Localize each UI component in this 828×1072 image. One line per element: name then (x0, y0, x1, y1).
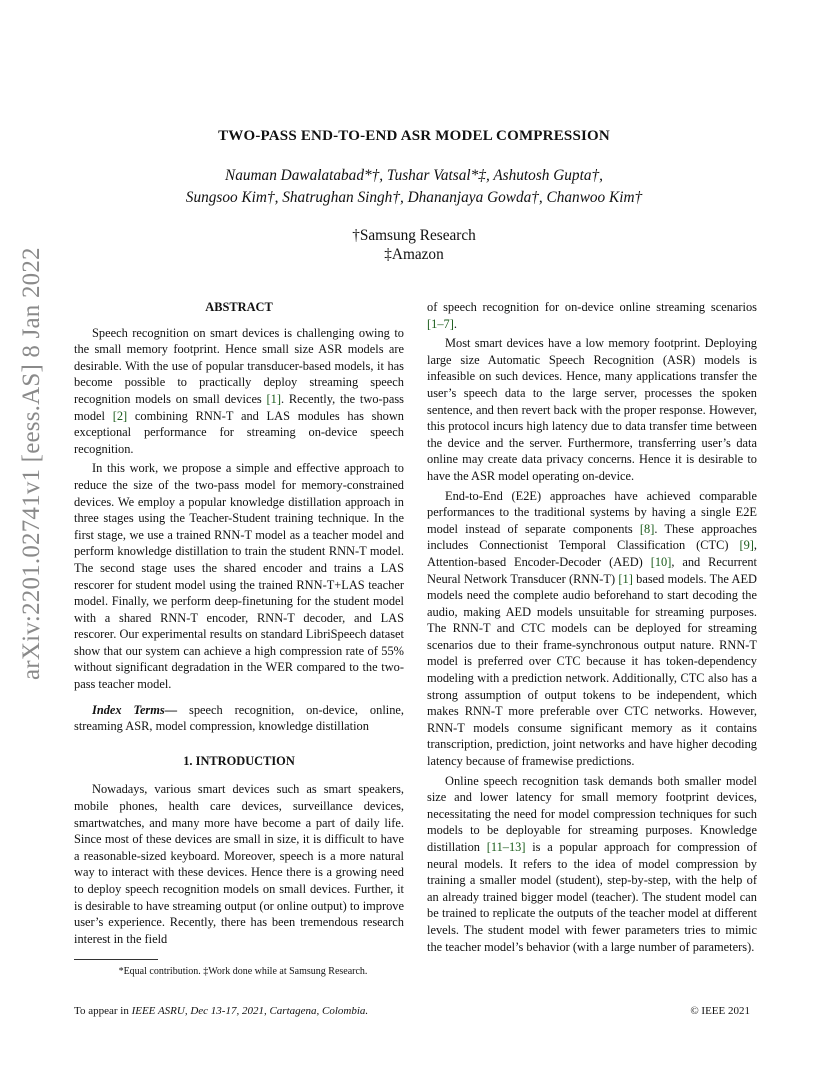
affiliation-samsung: †Samsung Research (352, 227, 476, 244)
author-list (74, 165, 754, 209)
citation-link[interactable]: [9] (739, 538, 754, 553)
right-column (427, 299, 757, 955)
affiliations (74, 226, 754, 264)
citation-link[interactable]: [8] (639, 521, 655, 536)
citation-link[interactable]: [10] (650, 554, 672, 569)
abstract-paragraph-2: In this work, we propose a simple and effective approach to reduce the size of the two-pass model for memory-constrained devices. We employ a popular knowledge distillation approach in three stages using the Teacher-Student training technique. In the first stage, we use a trained RNN-T model as a teacher model and perform knowledge distillation to train the student RNN-T model. The second stage uses the shared encoder and trains a LAS rescorer for student model using the trained RNN-T+LAS teacher model. Finally, we perform deep-finetuning for the student model with a shared RNN-T encoder, RNN-T decoder, and LAS rescorer. Our experimental results on standard LibriSpeech dataset show that our system can achieve a high compression rate of 55% without significant degradation in the WER compared to the two-pass teacher model. (74, 461, 404, 692)
left-column (74, 299, 404, 947)
authors-line-1: Nauman Dawalatabad*†, Tushar Vatsal*‡, Ashutosh Gupta†, (225, 167, 603, 184)
index-terms (74, 702, 404, 735)
introduction-paragraph-2: Most smart devices have a low memory footprint. Deploying large size Automatic Speech Recognition (ASR) models is infeasible on such devices. Hence, many applications transfer the user’s speech data to the large server, processes the spoken sentence, and then revert back with the proper response. However, this protocol incurs high latency due to data transfer time between the device and the server. Furthermore, transferring user’s data online may create data privacy concerns. Hence it is desirable to have the ASR model operating on-device. (427, 336, 757, 483)
citation-link[interactable]: [2] (112, 408, 128, 423)
venue-notice: To appear in IEEE ASRU, Dec 13-17, 2021, Cartagena, Colombia. (74, 1005, 369, 1017)
citation-link[interactable]: [1–7] (427, 316, 454, 331)
introduction-paragraph-4: Online speech recognition task demands both smaller model size and lower latency for small memory footprint devices, necessitating the need for model compression techniques for such models to be deployable for streaming purposes. Knowledge distillation [11–13] is a popular approach for compression of neural models. It refers to the idea of model compression by training a smaller model (student), step-by-step, with the help of an already trained bigger model (teacher). The student model can be trained to replicate the outputs of the teacher model at different levels. The student model with fewer parameters tries to mimic the teacher model’s behavior (with a large number of parameters). (427, 773, 757, 954)
abstract-heading: ABSTRACT (205, 300, 273, 314)
index-terms-text: speech recognition, on-device, online, streaming ASR, model compression, knowledge distillation (74, 702, 404, 734)
footnote-rule (74, 959, 158, 960)
affiliation-amazon: ‡Amazon (384, 246, 444, 263)
authors-line-2: Sungsoo Kim†, Shatrughan Singh†, Dhananjaya Gowda†, Chanwoo Kim† (185, 189, 643, 206)
introduction-paragraph-1: Nowadays, various smart devices such as smart speakers, mobile phones, health care devices, surveillance devices, smartwatches, and many more have become a part of daily life. Since most of these devices are small in size, it is difficult to have a reasonable-sized keyboard. Moreover, speech is a more natural way to interact with these devices. Hence there is a growing need to deploy speech recognition models on small devices. Further, it is desirable to have streaming output (or online output) to improve user’s experience. Recently, there has been tremendous research interest in the field (74, 782, 404, 946)
citation-link[interactable]: [1] (618, 571, 633, 586)
copyright-notice: © IEEE 2021 (690, 1005, 750, 1017)
index-terms-label: Index Terms— (92, 702, 178, 717)
footnote: *Equal contribution. ‡Work done while at Samsung Research. (118, 966, 368, 977)
arxiv-identifier: arXiv:2201.02741v1 [eess.AS] 8 Jan 2022 (18, 247, 45, 680)
introduction-paragraph-3: End-to-End (E2E) approaches have achieved comparable performances to the traditional systems by having a single E2E model instead of separate components [8]. These approaches includes Connectionist Temporal Classification (CTC) [9], Attention-based Encoder-Decoder (AED) [10], and Recurrent Neural Network Transducer (RNN-T) [1] based models. The AED models need the complete audio beforehand to start decoding the audio, making AED models unsuitable for streaming purposes. The RNN-T and CTC models can be deployed for streaming scenarios due to their frame-synchronous output nature. RNN-T model is preferred over CTC because it has token-dependency modeling with a prediction network. Additionally, CTC also has a strong assumption of output tokens to be independent, which makes RNN-T more preferable over CTC networks. However, RNN-T models consume significant memory as it contains transcription, prediction, joint networks and have higher decoding latency because of framewise predictions. (427, 488, 757, 769)
citation-link[interactable]: [11–13] (486, 840, 526, 854)
introduction-heading: 1. INTRODUCTION (183, 753, 295, 768)
paper-title: TWO-PASS END-TO-END ASR MODEL COMPRESSION (218, 128, 610, 144)
citation-link[interactable]: [1] (266, 391, 281, 406)
introduction-paragraph-1-continued: of speech recognition for on-device online streaming scenarios [1–7]. (427, 300, 757, 331)
abstract-paragraph-1: Speech recognition on smart devices is challenging owing to the small memory footprint. Hence small size ASR models are desirable. With the use of popular transducer-based models, it has become possible to practically deploy streaming speech recognition models on small devices [1]. Recently, the two-pass model [2] combining RNN-T and LAS modules has shown exceptional performance for streaming on-device speech recognition. (74, 325, 404, 456)
venue-name: IEEE ASRU, Dec 13-17, 2021, Cartagena, Colombia. (131, 1005, 369, 1017)
